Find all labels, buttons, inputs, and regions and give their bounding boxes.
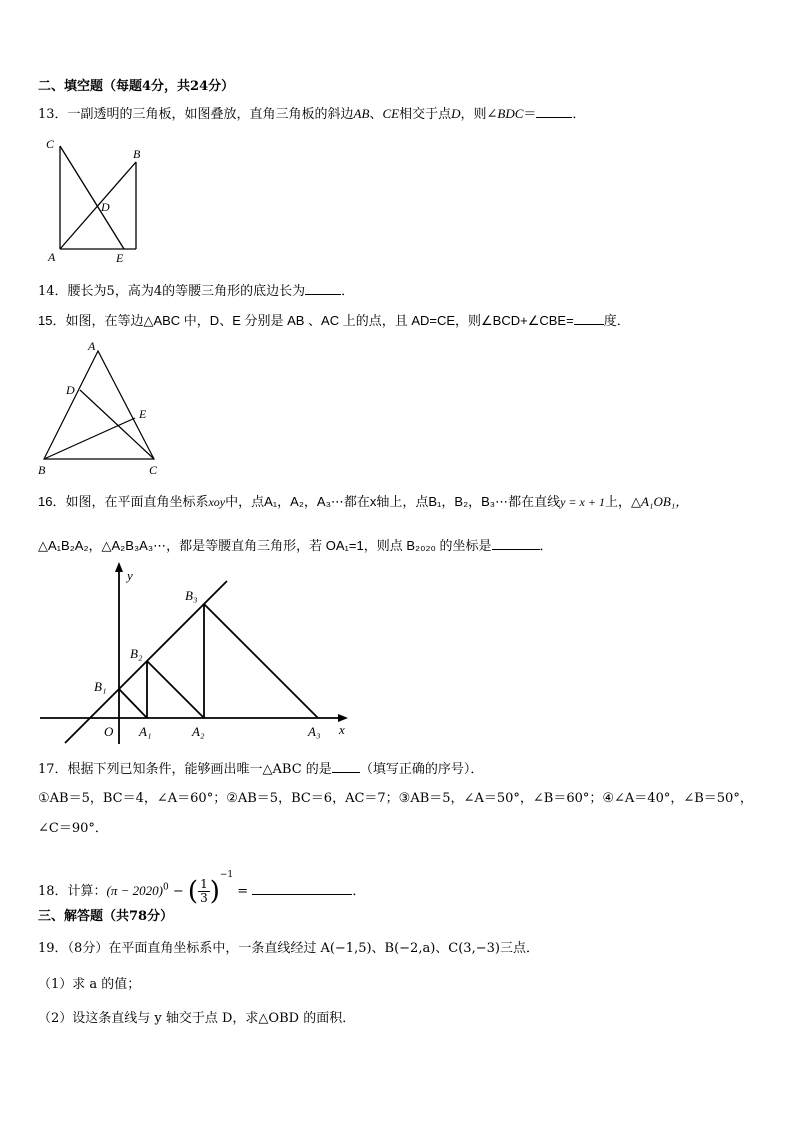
q14-end: ．	[341, 284, 355, 299]
question-17-line-1	[38, 759, 483, 779]
q13-answer-blank[interactable]	[536, 104, 572, 118]
q13-label-a: A	[48, 250, 56, 264]
q16-label-o: O	[104, 724, 114, 739]
question-14	[38, 281, 354, 301]
q17-text-b: （填写正确的序号）．	[359, 762, 484, 777]
q18-numerator: 1	[200, 877, 208, 891]
q16-text-a: 16．如图，在平面直角坐标系	[38, 494, 209, 509]
q16-label-a1: A₁	[139, 724, 152, 739]
q13-figure	[40, 134, 150, 266]
q15-label-d: D	[66, 383, 75, 397]
q16-figure	[36, 562, 356, 752]
q14-text: 14．腰长为5，高为4的等腰三角形的底边长为	[38, 284, 306, 299]
q18-exp-neg1: −1	[219, 870, 234, 880]
q16-text-c: 上，	[604, 494, 631, 509]
question-16-line-1	[38, 493, 688, 511]
q18-prefix: 18．计算：	[38, 884, 107, 899]
q16-label-a2: A₂	[192, 724, 205, 739]
q13-label-e: E	[116, 251, 124, 265]
q17-text: 17．根据下列已知条件，能够画出唯一△ABC 的是	[38, 762, 332, 777]
q15-figure	[36, 338, 168, 480]
q16-label-b2: B₂	[130, 646, 143, 661]
q16-end: ．	[539, 538, 553, 553]
q14-answer-blank[interactable]	[305, 281, 341, 295]
q16-y-axis-arrow	[115, 562, 123, 572]
q13-ce: CE	[382, 106, 400, 121]
section-title-fill-blank: 二、填空题（每题4分，共24分）	[38, 79, 235, 94]
q15-label-a: A	[88, 339, 96, 353]
q18-left-paren: (	[187, 876, 199, 907]
q18-answer-blank[interactable]	[252, 881, 352, 895]
q15-text: 15．如图，在等边△ABC 中，D、E 分别是 AB 、AC 上的点，且 AD=CE，则∠BCD+∠CBE=	[38, 313, 574, 328]
q15-segment-cd	[80, 390, 154, 459]
question-17-options-cont: ∠C＝90°．	[38, 821, 108, 836]
q15-answer-blank[interactable]	[574, 311, 604, 325]
q13-sep: 、	[369, 107, 383, 122]
q16-label-b1: B₁	[94, 679, 107, 694]
question-16-line-2	[38, 536, 553, 555]
q17-answer-blank[interactable]	[332, 759, 360, 773]
q18-right-paren: )	[209, 876, 220, 907]
q15-segment-be	[44, 418, 135, 459]
q18-end: ．	[352, 884, 366, 899]
q13-side-ce	[60, 146, 124, 249]
q16-seg-b2-a2	[147, 661, 204, 718]
q16-seg-b1-a1	[119, 689, 147, 718]
question-17-options: ①AB＝5，BC＝4，∠A＝60°；②AB＝5，BC＝6，AC＝7；③AB＝5，∠A＝50°，∠B＝60°；④∠A＝40°，∠B＝50°，	[38, 791, 753, 806]
q13-mid: 相交于点	[399, 107, 452, 122]
q15-label-c: C	[149, 463, 158, 477]
q16-x-axis-arrow	[338, 714, 348, 722]
q13-ab: AB	[353, 106, 370, 121]
q13-label-b: B	[133, 147, 141, 161]
q15-end: 度．	[603, 313, 630, 328]
q13-label-c: C	[46, 137, 55, 151]
q13-end: ．	[572, 107, 586, 122]
q16-label-y: y	[127, 568, 133, 583]
q13-after: ，则∠	[460, 107, 498, 122]
q15-label-b: B	[38, 463, 46, 477]
q18-minus: −	[168, 884, 188, 899]
q13-label-d: D	[101, 200, 110, 214]
question-18	[38, 862, 365, 905]
section-title-solve: 三、解答题（共78分）	[38, 909, 174, 924]
q18-denominator: 3	[200, 891, 208, 905]
q16-triangle-1: △A₁OB₁，	[630, 494, 689, 509]
q16-equation: y = x + 1	[560, 495, 605, 509]
q16-seg-b3-a3	[204, 604, 318, 718]
question-19-part-1: （1）求 a 的值；	[38, 977, 141, 992]
q16-text-line2: △A₁B₂A₂，△A₂B₃A₃⋯，都是等腰直角三角形，若 OA₁=1，则点 B₂₀₂₀ 的坐标是	[38, 538, 492, 553]
q16-xoy: xoy	[208, 495, 226, 509]
question-13	[38, 104, 585, 124]
question-19-part-2: （2）设这条直线与 y 轴交于点 D，求△OBD 的面积．	[38, 1011, 356, 1026]
q16-label-a3: A₃	[308, 724, 321, 739]
q15-label-e: E	[139, 407, 147, 421]
question-19: 19．（8分）在平面直角坐标系中，一条直线经过 A(−1,5)、B(−2,a)、C(3,−3)三点．	[38, 941, 539, 956]
q16-answer-blank[interactable]	[492, 536, 540, 550]
q13-bdc: BDC	[497, 106, 524, 121]
q18-expr: (π − 2020)	[106, 883, 163, 898]
q13-side-ab	[60, 162, 136, 249]
q18-eq: =	[233, 884, 253, 899]
q16-label-x: x	[339, 722, 345, 737]
question-15	[38, 311, 630, 330]
q13-text-before: 13．一副透明的三角板，如图叠放，直角三角板的斜边	[38, 107, 354, 122]
q16-label-b3: B₃	[185, 588, 198, 603]
q18-fraction	[198, 878, 210, 905]
q13-eq: ＝	[523, 107, 537, 122]
q13-d: D	[451, 106, 461, 121]
q16-text-b: 中，点A₁，A₂，A₃⋯都在x轴上，点B₁，B₂，B₃⋯都在直线	[225, 494, 561, 509]
q18-exp-zero: 0	[163, 882, 169, 893]
